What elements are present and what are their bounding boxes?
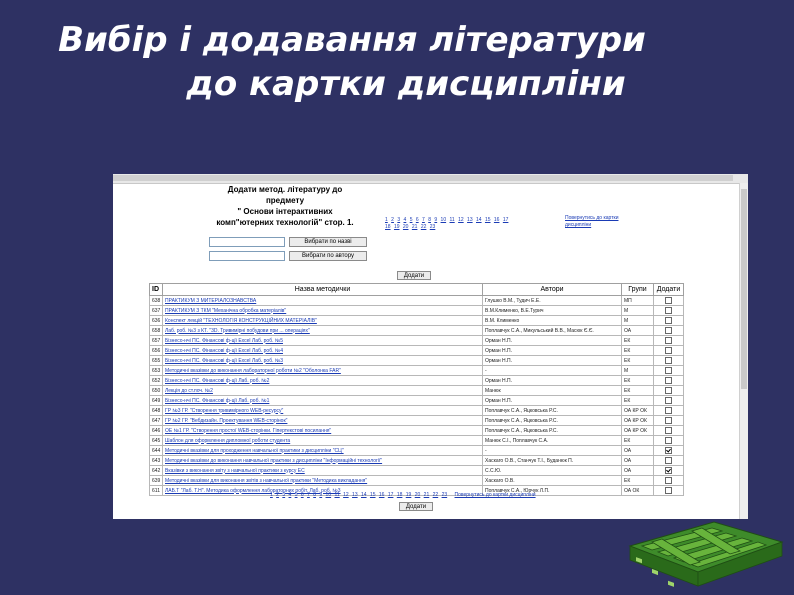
table-row — [150, 296, 684, 306]
cell-add — [654, 416, 684, 426]
page-link[interactable]: 9 — [434, 217, 438, 223]
cell-group: ОА ОК — [622, 486, 654, 496]
cell-authors: Орман Н.П. — [483, 336, 622, 346]
page-link[interactable]: 15 — [484, 217, 491, 223]
page-heading-line4: комп"ютерних технологій" стор. 1. — [216, 218, 354, 227]
cell-authors: Орман Н.П. — [483, 346, 622, 356]
cell-group: ОА КР ОК — [622, 406, 654, 416]
cell-id: 646 — [150, 426, 163, 436]
cell-name-link[interactable]: Методичні вказівки для виконання звітів з навчальної практики "Методика викладання" — [163, 476, 483, 486]
cell-add — [654, 306, 684, 316]
table-row — [150, 396, 684, 406]
page-link[interactable]: 1 — [270, 492, 273, 498]
cell-authors: Поплавчук С.А., Микульський В.В., Масюк Є.Є. — [483, 326, 622, 336]
cell-id: 658 — [150, 326, 163, 336]
cell-add — [654, 346, 684, 356]
cell-id: 653 — [150, 366, 163, 376]
horizontal-scroll-thumb[interactable] — [113, 175, 733, 181]
cell-authors: - — [483, 366, 622, 376]
column-header-id: ID — [150, 284, 163, 296]
add-checkbox[interactable] — [665, 317, 672, 324]
table-row — [150, 306, 684, 316]
cell-name-link[interactable]: Бізнесо-нчі ПС. Фінансові ф-ції Excel Лаб. роб. №5 — [163, 336, 483, 346]
page-link[interactable]: 16 — [378, 492, 385, 498]
cell-authors: Глушко В.М., Тудич Е.Е. — [483, 296, 622, 306]
cell-authors: Поплавчук С.А., Яцковська Р.С. — [483, 416, 622, 426]
page-link[interactable]: 22 — [420, 224, 427, 230]
author-filter-input[interactable] — [209, 251, 285, 261]
page-link[interactable]: 5 — [409, 217, 413, 223]
add-checkbox[interactable] — [665, 407, 672, 414]
back-to-card-link-top[interactable]: Повернутись до картки дисципліни — [565, 215, 619, 228]
page-link[interactable]: 10 — [440, 217, 447, 223]
cell-id: 648 — [150, 406, 163, 416]
cell-id: 642 — [150, 466, 163, 476]
cell-add — [654, 446, 684, 456]
page-link[interactable]: 8 — [428, 217, 431, 223]
page-heading — [195, 184, 375, 228]
cell-add — [654, 356, 684, 366]
cell-id: 656 — [150, 346, 163, 356]
table-row — [150, 316, 684, 326]
table-row — [150, 426, 684, 436]
cell-authors: Орман Н.П. — [483, 356, 622, 366]
cell-id: 639 — [150, 476, 163, 486]
add-checkbox[interactable] — [665, 487, 672, 494]
table-row — [150, 366, 684, 376]
cell-group: ЕК — [622, 476, 654, 486]
cell-group: ЕК — [622, 346, 654, 356]
cell-add — [654, 296, 684, 306]
page-link[interactable]: 7 — [307, 492, 310, 498]
page-link[interactable]: 12 — [458, 217, 464, 223]
page-heading-line3: " Основи інтерактивних — [237, 207, 333, 216]
vertical-scroll-thumb[interactable] — [741, 189, 747, 389]
cell-authors: Манюк — [483, 386, 622, 396]
green-maze-logo-icon — [622, 516, 790, 594]
add-button-bottom[interactable]: Додати — [399, 502, 433, 511]
cell-add — [654, 426, 684, 436]
table-row — [150, 356, 684, 366]
slide-title-line1: Вибір і додавання літератури — [58, 20, 646, 60]
add-checkbox[interactable] — [665, 427, 672, 434]
table-row — [150, 446, 684, 456]
cell-id: 636 — [150, 316, 163, 326]
cell-id: 657 — [150, 336, 163, 346]
add-checkbox[interactable] — [665, 327, 672, 334]
page-link[interactable]: 19 — [405, 492, 412, 498]
back-to-card-link-bottom[interactable]: Повернутись до картки дисципліни — [454, 492, 536, 498]
add-checkbox[interactable] — [665, 397, 672, 404]
horizontal-scrollbar[interactable] — [113, 174, 748, 184]
page-link[interactable]: 4 — [288, 492, 292, 498]
cell-id: 649 — [150, 396, 163, 406]
page-link[interactable]: 1 — [385, 217, 388, 223]
table-row — [150, 406, 684, 416]
cell-group: МП — [622, 296, 654, 306]
column-header-authors: Автори — [483, 284, 622, 296]
page-link[interactable]: 6 — [415, 217, 419, 223]
cell-authors: С.С.Ю. — [483, 466, 622, 476]
page-link[interactable]: 22 — [432, 492, 439, 498]
cell-id: 645 — [150, 436, 163, 446]
cell-add — [654, 336, 684, 346]
add-checkbox[interactable] — [665, 297, 672, 304]
page-link[interactable]: 20 — [414, 492, 421, 498]
table-row — [150, 346, 684, 356]
table-row — [150, 466, 684, 476]
cell-add — [654, 376, 684, 386]
cell-id: 637 — [150, 306, 163, 316]
page-link[interactable]: 23 — [441, 492, 448, 498]
cell-name-link[interactable]: ГР №3 ГР. "Створення тривимірного WEB-ресурсу" — [163, 406, 483, 416]
add-checkbox[interactable] — [665, 307, 672, 314]
cell-id: 638 — [150, 296, 163, 306]
cell-add — [654, 366, 684, 376]
cell-authors: Орман Н.П. — [483, 396, 622, 406]
page-link[interactable]: 19 — [393, 224, 400, 230]
add-checkbox[interactable] — [665, 457, 672, 464]
cell-group: ЕК — [622, 376, 654, 386]
cell-authors: Манюк С.І., Поплавчук С.А. — [483, 436, 622, 446]
page-link[interactable]: 7 — [422, 217, 425, 223]
cell-name-link[interactable]: Бізнесо-нчі ПС. Фінансові ф-ції Excel Лаб. роб. №4 — [163, 346, 483, 356]
add-checkbox[interactable] — [665, 447, 672, 454]
cell-name-link[interactable]: Методичні вказівки до виконання лабораторної роботи №2 "Оболонка FAR" — [163, 366, 483, 376]
cell-authors: Хаскаго О.В. — [483, 476, 622, 486]
cell-authors: Хаскаго О.В., Станчук Т.І., Буданюк П. — [483, 456, 622, 466]
slide-title — [0, 18, 794, 106]
table-row — [150, 416, 684, 426]
add-checkbox[interactable] — [665, 357, 672, 364]
cell-group: ЕК — [622, 356, 654, 366]
filter-by-author-button[interactable]: Вибрати по автору — [289, 251, 367, 261]
cell-authors: Орман Н.П. — [483, 376, 622, 386]
page-link[interactable]: 14 — [361, 492, 367, 498]
page-link[interactable]: 13 — [467, 217, 473, 223]
page-link[interactable]: 18 — [385, 224, 391, 230]
page-link[interactable]: 21 — [423, 492, 430, 498]
cell-name-link[interactable]: Бізнесо-нчі ПС. Фінансові ф-ції Лаб. роб. №2 — [163, 376, 483, 386]
page-link[interactable]: 16 — [493, 217, 500, 223]
table-row — [150, 336, 684, 346]
cell-group: ЕК — [622, 336, 654, 346]
cell-name-link[interactable]: ГР №2 ГР. "Вебдизайн. Проектування WEB-сторінок" — [163, 416, 483, 426]
cell-name-link[interactable]: Методичні вказівки для проходження навчальної практики з дисципліни "СЦ" — [163, 446, 483, 456]
page-link[interactable]: 23 — [429, 224, 436, 230]
vertical-scrollbar[interactable] — [739, 183, 748, 519]
page-heading-line1: Додати метод. літературу до — [227, 185, 343, 194]
add-checkbox[interactable] — [665, 387, 672, 394]
page-link[interactable]: 10 — [325, 492, 332, 498]
cell-group: ОА — [622, 456, 654, 466]
page-link[interactable]: 9 — [319, 492, 323, 498]
page-link[interactable]: 17 — [387, 492, 394, 498]
cell-add — [654, 406, 684, 416]
name-filter-input[interactable] — [209, 237, 285, 247]
cell-name-link[interactable]: Вказівки з виконання звіту з навчальної практики з курсу ЕС — [163, 466, 483, 476]
add-checkbox[interactable] — [665, 437, 672, 444]
cell-group: ЕК — [622, 386, 654, 396]
filter-by-name-button[interactable]: Вибрати по назві — [289, 237, 367, 247]
cell-add — [654, 476, 684, 486]
cell-name-link[interactable]: ПРАКТИКУМ З МИТЕРІАЛОЗНАВСТВА — [163, 296, 483, 306]
cell-id: 611 — [150, 486, 163, 496]
cell-group: М — [622, 306, 654, 316]
literature-table — [149, 283, 684, 496]
screenshot-panel — [113, 174, 748, 519]
table-row — [150, 376, 684, 386]
cell-name-link[interactable]: Бізнесо-нчі ПС. Фінансові ф-ції Лаб. роб. №1 — [163, 396, 483, 406]
cell-authors: Поплавчук С.А., Юрчук Л.П. — [483, 486, 622, 496]
cell-add — [654, 386, 684, 396]
add-checkbox[interactable] — [665, 377, 672, 384]
page-link[interactable]: 8 — [313, 492, 316, 498]
cell-name-link[interactable]: Шаблон для оформлення дипломної роботи студента — [163, 436, 483, 446]
table-row — [150, 326, 684, 336]
page-link[interactable]: 2 — [276, 492, 279, 498]
cell-name-link[interactable]: Лекція до ст.поч. №2 — [163, 386, 483, 396]
cell-add — [654, 436, 684, 446]
page-link[interactable]: 18 — [396, 492, 403, 498]
add-checkbox[interactable] — [665, 347, 672, 354]
cell-authors: В.М.Клименко, В.Е.Турич — [483, 306, 622, 316]
page-link[interactable]: 11 — [334, 492, 340, 498]
page-link[interactable]: 12 — [343, 492, 349, 498]
column-header-name: Назва методички — [163, 284, 483, 296]
cell-group: ОА — [622, 446, 654, 456]
cell-name-link[interactable]: ПРАКТИКУМ З ТКМ "Механічна обробка матеріалів" — [163, 306, 483, 316]
add-checkbox[interactable] — [665, 477, 672, 484]
page-link[interactable]: 5 — [294, 492, 298, 498]
cell-add — [654, 326, 684, 336]
cell-add — [654, 456, 684, 466]
cell-name-link[interactable]: ОЕ №1 ГР. "Створення простої WEB-сторінки. Гіпертекстові посилання" — [163, 426, 483, 436]
page-link[interactable]: 15 — [369, 492, 376, 498]
page-link[interactable]: 2 — [391, 217, 394, 223]
table-header-row — [150, 284, 684, 296]
page-heading-line2: предмету — [265, 196, 305, 205]
add-checkbox[interactable] — [665, 417, 672, 424]
add-checkbox[interactable] — [665, 337, 672, 344]
page-link[interactable]: 4 — [403, 217, 407, 223]
cell-group: М — [622, 366, 654, 376]
page-link[interactable]: 17 — [502, 217, 509, 223]
cell-group: ОА — [622, 326, 654, 336]
page-numbers-bottom — [270, 492, 590, 499]
column-header-group: Групи — [622, 284, 654, 296]
cell-id: 655 — [150, 356, 163, 366]
cell-group: ОА КР ОК — [622, 416, 654, 426]
cell-group: М — [622, 316, 654, 326]
cell-name-link[interactable]: ЛАБ.Т "Лаб. Т.Н". Методика оформлення лабораторних робіт. Лаб. роб. №3 — [163, 486, 483, 496]
cell-id: 643 — [150, 456, 163, 466]
page-link[interactable]: 11 — [449, 217, 455, 223]
cell-id: 652 — [150, 376, 163, 386]
slide-title-line2: до картки дисципліни — [186, 64, 626, 104]
page-link[interactable]: 6 — [300, 492, 304, 498]
cell-add — [654, 466, 684, 476]
cell-add — [654, 396, 684, 406]
cell-add — [654, 486, 684, 496]
cell-authors: Поплавчук С.А., Яцковська Р.С. — [483, 406, 622, 416]
cell-add — [654, 316, 684, 326]
page-link[interactable]: 3 — [397, 217, 401, 223]
table-row — [150, 386, 684, 396]
cell-id: 650 — [150, 386, 163, 396]
page-link[interactable]: 20 — [402, 224, 409, 230]
page-link[interactable]: 21 — [411, 224, 418, 230]
cell-authors: В.М. Клименко — [483, 316, 622, 326]
cell-id: 644 — [150, 446, 163, 456]
cell-name-link[interactable]: Лаб. роб. №3 з КТ. "3D. Тривимірні побудови при ... операціях" — [163, 326, 483, 336]
table-row — [150, 436, 684, 446]
table-body — [150, 296, 684, 496]
cell-name-link[interactable]: Конспект лекцій "ТЕХНОЛОГІЯ КОНСТРУКЦІЙНИХ МАТЕРІАЛІВ" — [163, 316, 483, 326]
cell-group: ОА — [622, 466, 654, 476]
page-link[interactable]: 13 — [352, 492, 358, 498]
cell-id: 647 — [150, 416, 163, 426]
column-header-add: Додати — [654, 284, 684, 296]
table-row — [150, 476, 684, 486]
page-numbers-top — [385, 217, 515, 231]
cell-authors: Поплавчук С.А., Яцковська Р.С. — [483, 426, 622, 436]
cell-name-link[interactable]: Методичні вказівки до виконання навчальної практики з дисципліни "Інформаційні технології" — [163, 456, 483, 466]
cell-group: ОА КР ОК — [622, 426, 654, 436]
cell-name-link[interactable]: Бізнесо-нчі ПС. Фінансові ф-ції Excel Лаб. роб. №3 — [163, 356, 483, 366]
add-button-top[interactable]: Додати — [397, 271, 431, 280]
add-checkbox[interactable] — [665, 367, 672, 374]
cell-group: ЕК — [622, 436, 654, 446]
add-checkbox[interactable] — [665, 467, 672, 474]
page-link[interactable]: 14 — [476, 217, 482, 223]
table-row — [150, 456, 684, 466]
cell-group: ЕК — [622, 396, 654, 406]
page-link[interactable]: 3 — [282, 492, 286, 498]
cell-authors: - — [483, 446, 622, 456]
